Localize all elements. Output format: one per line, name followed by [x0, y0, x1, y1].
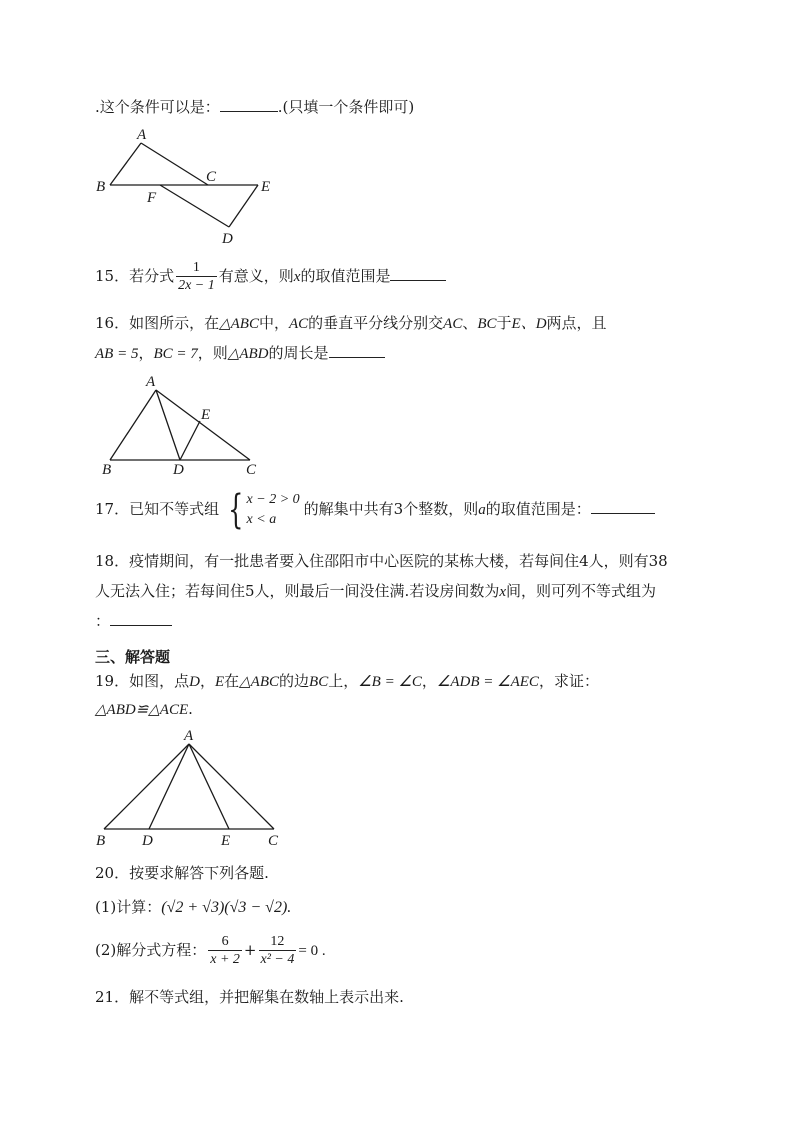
q19-cond1: ∠B = ∠C [358, 674, 422, 690]
fig14-label-c: C [206, 169, 217, 185]
q14-prompt: .这个条件可以是： [95, 98, 220, 116]
fig16-label-e: E [201, 407, 211, 423]
q16-text: 的垂直平分线分别交 [308, 314, 444, 332]
q20-f2-den: x² − 4 [260, 952, 295, 967]
q19-text: ，求证： [538, 672, 599, 690]
q19-text: 在 [224, 672, 240, 690]
q20-p1-label: (1)计算： [95, 898, 162, 916]
q18-text2b: 间，则可列不等式组为 [506, 582, 657, 600]
q16-tri-abd: △ABD [227, 346, 269, 362]
q19-text: 上， [328, 672, 359, 690]
q17-row1: x − 2 > 0 [246, 492, 300, 507]
q18-text2: 人无法入住；若每间住5人，则最后一间没住满.若设房间数为 [95, 582, 500, 600]
q20-frac1 [208, 934, 242, 968]
q17-var: a [478, 502, 486, 518]
q15-mid: 有意义，则 [218, 267, 294, 285]
q16-bc-eq: BC = 7 [153, 346, 198, 362]
q16-tri-abc: △ABC [219, 316, 259, 332]
q16-text: 的周长是 [268, 344, 329, 362]
fig16-label-b: B [102, 462, 112, 478]
q19-d: D [189, 674, 200, 690]
q17-mid: 的解集中共有3个整数，则 [303, 500, 479, 518]
q20-part2 [95, 934, 326, 968]
q19-text: 19．如图，点 [95, 672, 190, 690]
q15-frac-den: 2x − 1 [178, 278, 215, 293]
fig14-label-a: A [137, 127, 147, 143]
q19-comma: ， [421, 672, 437, 690]
fig19-edge [149, 744, 189, 829]
q20-frac2 [259, 934, 297, 968]
q16-text: 于 [496, 314, 512, 332]
q15-suffix: 的取值范围是 [300, 267, 391, 285]
q19-comma: ， [199, 672, 215, 690]
q16-bc: BC [477, 316, 497, 332]
q16-text: 两点，且 [546, 314, 607, 332]
q16-comma: ， [138, 344, 154, 362]
q16-ac2: AC [443, 316, 463, 332]
fig14-label-e: E [261, 179, 271, 195]
q15-var: x [293, 269, 301, 285]
q19-tri: △ABC [239, 674, 280, 690]
q15-frac-num: 1 [192, 260, 200, 275]
section-title: 三、解答题 [95, 648, 171, 666]
fig19-edge [104, 744, 189, 829]
fig19-label-c: C [268, 833, 279, 849]
q19-line2: △ABD≌△ACE. [95, 700, 193, 718]
fig16-label-c: C [246, 462, 257, 478]
fig19-label-b: B [96, 833, 106, 849]
q20-part1 [95, 896, 291, 917]
q20-p2-label: (2)解分式方程： [95, 941, 207, 959]
q17-brace: { [228, 487, 244, 533]
fig14-label-d: D [222, 231, 233, 247]
q17-suffix: 的取值范围是： [485, 500, 591, 518]
q15-prefix: 15．若分式 [95, 267, 175, 285]
fig16-label-a: A [146, 374, 156, 390]
q20-eq: = 0 . [298, 943, 326, 959]
q21-text: 21．解不等式组，并把解集在数轴上表示出来. [95, 988, 404, 1006]
q16-sep: 、 [462, 314, 478, 332]
q20-f2-num: 12 [270, 934, 285, 949]
fig19-edge [189, 744, 274, 829]
q19-e: E [214, 674, 225, 690]
q20-title: 20．按要求解答下列各题. [95, 864, 269, 882]
q19-text: 的边 [279, 672, 310, 690]
fig19-edge [189, 744, 229, 829]
q14-suffix: .(只填一个条件即可) [277, 98, 415, 116]
q18-text1: 18．疫情期间，有一批患者要入住邵阳市中心医院的某栋大楼，若每间住4人，则有38 [95, 552, 668, 570]
q20-plus: + [243, 941, 257, 959]
q18-text3: ： [95, 612, 111, 630]
q16-ac: AC [288, 316, 309, 332]
q20-f1-den: x + 2 [210, 952, 240, 967]
q16-ed: E、D [511, 316, 547, 332]
q20-f1-num: 6 [221, 934, 229, 949]
q16-text: 16．如图所示，在 [95, 314, 220, 332]
fig19-label-d: D [142, 833, 153, 849]
fig14-label-b: B [96, 179, 106, 195]
q18-var: x [499, 584, 506, 600]
q16-ab-eq: AB = 5 [95, 346, 139, 362]
fig16-label-d: D [173, 462, 184, 478]
q19-bc: BC [309, 674, 329, 690]
fig19-label-e: E [221, 833, 231, 849]
q19-cond2: ∠ADB = ∠AEC [436, 674, 539, 690]
q17-prefix: 17．已知不等式组 [95, 500, 220, 518]
q16-text: 中， [258, 314, 289, 332]
fig14-label-f: F [147, 190, 157, 206]
fig19-label-a: A [184, 728, 194, 744]
q20-p1-expr: (√2 + √3)(√3 − √2). [161, 899, 292, 916]
q17-row2: x < a [246, 512, 277, 527]
q19-proof-statement: △ABD≌△ACE [95, 702, 189, 718]
q16-text: ，则 [197, 344, 228, 362]
